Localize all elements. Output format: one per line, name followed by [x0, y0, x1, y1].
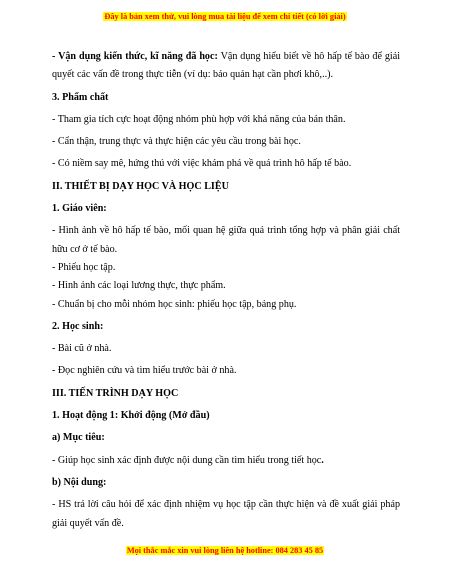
- list-item: - Tham gia tích cực hoạt động nhóm phù hợp với khả năng của bản thân.: [52, 113, 346, 125]
- list-item: - Giúp học sinh xác định được nội dung cần tìm hiểu trong tiết học.: [52, 454, 324, 466]
- list-item: - Bài cũ ở nhà.: [52, 343, 112, 355]
- preview-banner: Đây là bản xem thử, vui lòng mua tài liệu để xem chi tiết (có lời giải): [104, 12, 346, 21]
- heading-section-2: II. THIẾT BỊ DẠY HỌC VÀ HỌC LIỆU: [52, 180, 229, 192]
- hotline-banner: Mọi thắc mắc xin vui lòng liên hệ hotline: 084 283 45 85: [126, 546, 324, 555]
- heading-giao-vien: 1. Giáo viên:: [52, 203, 107, 215]
- heading-hoc-sinh: 2. Học sinh:: [52, 320, 104, 332]
- document-body: [52, 48, 400, 537]
- heading-pham-chat: 3. Phẩm chất: [52, 91, 109, 103]
- heading-noi-dung: b) Nội dung:: [52, 476, 107, 488]
- heading-muc-tieu: a) Mục tiêu:: [52, 432, 105, 444]
- list-item: - Đọc nghiên cứu và tìm hiểu trước bài ở nhà.: [52, 365, 237, 377]
- list-item: - Phiếu học tập.: [52, 261, 116, 273]
- list-item: - Hình ảnh các loại lương thực, thực phẩm.: [52, 280, 226, 292]
- list-item: - HS trả lời câu hỏi để xác định nhiệm vụ học tập cần thực hiện và đề xuất giải pháp giải quyết vấn đề.: [52, 499, 400, 529]
- list-item: - Có niềm say mê, hứng thú với việc khám phá về quá trình hô hấp tế bào.: [52, 158, 352, 170]
- list-item: - Cẩn thận, trung thực và thực hiện các yêu cầu trong bài học.: [52, 136, 301, 148]
- list-item: - Chuẩn bị cho mỗi nhóm học sinh: phiếu học tập, bảng phụ.: [52, 298, 297, 310]
- heading-hoat-dong-1: 1. Hoạt động 1: Khởi động (Mở đầu): [52, 410, 210, 422]
- list-item: - Hình ảnh về hô hấp tế bào, mối quan hệ giữa quá trình tổng hợp và phân giải chất hữu cơ ở tế bào.: [52, 225, 400, 255]
- paragraph-van-dung: - Vận dụng kiến thức, kĩ năng đã học: Vận dụng hiểu biết về hô hấp tế bào để giải quyết các vấn đề trong thực tiễn (ví dụ: bảo quản hạt cần phơi khô,..).: [52, 51, 400, 81]
- heading-section-3: III. TIẾN TRÌNH DẠY HỌC: [52, 387, 179, 399]
